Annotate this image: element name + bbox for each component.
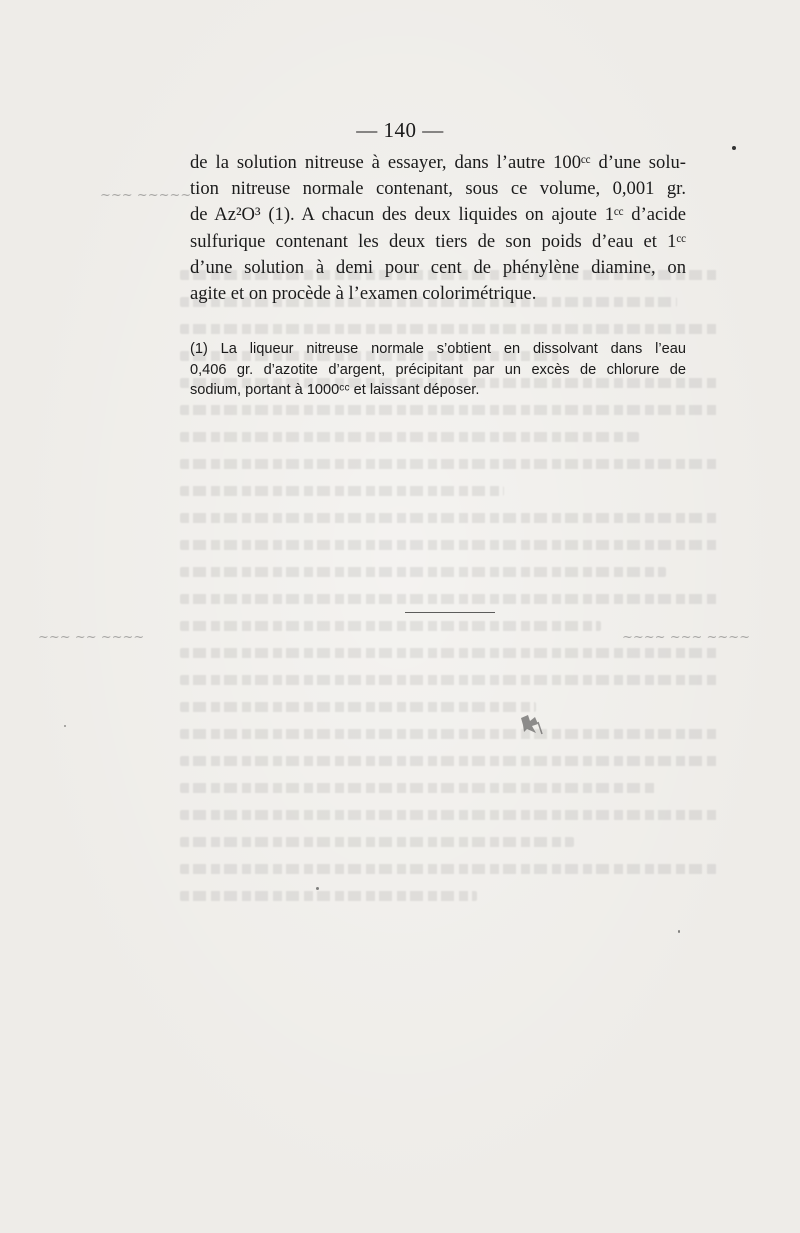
ink-smudge	[518, 712, 544, 736]
paper-speck	[64, 725, 66, 727]
text-line: sulfurique contenant les deux tiers de son poids d’eau et 1ᶜᶜ	[190, 230, 686, 252]
margin-note-bleed: ~~~ ~~ ~~~~	[38, 630, 145, 645]
paper-speck	[316, 887, 319, 890]
footnote	[190, 339, 686, 401]
text-line: de Az²O³ (1). A chacun des deux liquides on ajoute 1ᶜᶜ d’acide	[190, 204, 686, 226]
text-line: d’une solution à demi pour cent de phénylène diamine, on	[190, 256, 686, 278]
paper-speck	[732, 146, 736, 150]
text-line: agite et on procède à l’examen colorimétrique.	[190, 283, 537, 305]
footnote-line: 0,406 gr. d’azotite d’argent, précipitant par un excès de chlorure de	[190, 361, 686, 378]
text-line: tion nitreuse normale contenant, sous ce volume, 0,001 gr.	[190, 178, 686, 200]
footnote-line: sodium, portant à 1000ᶜᶜ et laissant déposer.	[190, 382, 480, 399]
margin-note-bleed: ~~~ ~~~~~	[100, 188, 192, 203]
margin-note-bleed: ~~~~ ~~~ ~~~~	[622, 630, 751, 645]
separator-rule	[405, 612, 495, 613]
page-number: — 140 —	[356, 118, 444, 142]
footnote-line: (1) La liqueur nitreuse normale s’obtient en dissolvant dans l’eau	[190, 341, 686, 357]
main-paragraph	[190, 150, 686, 307]
paper-speck	[678, 930, 680, 933]
text-line: de la solution nitreuse à essayer, dans l’autre 100ᶜᶜ d’une solu-	[190, 152, 686, 173]
